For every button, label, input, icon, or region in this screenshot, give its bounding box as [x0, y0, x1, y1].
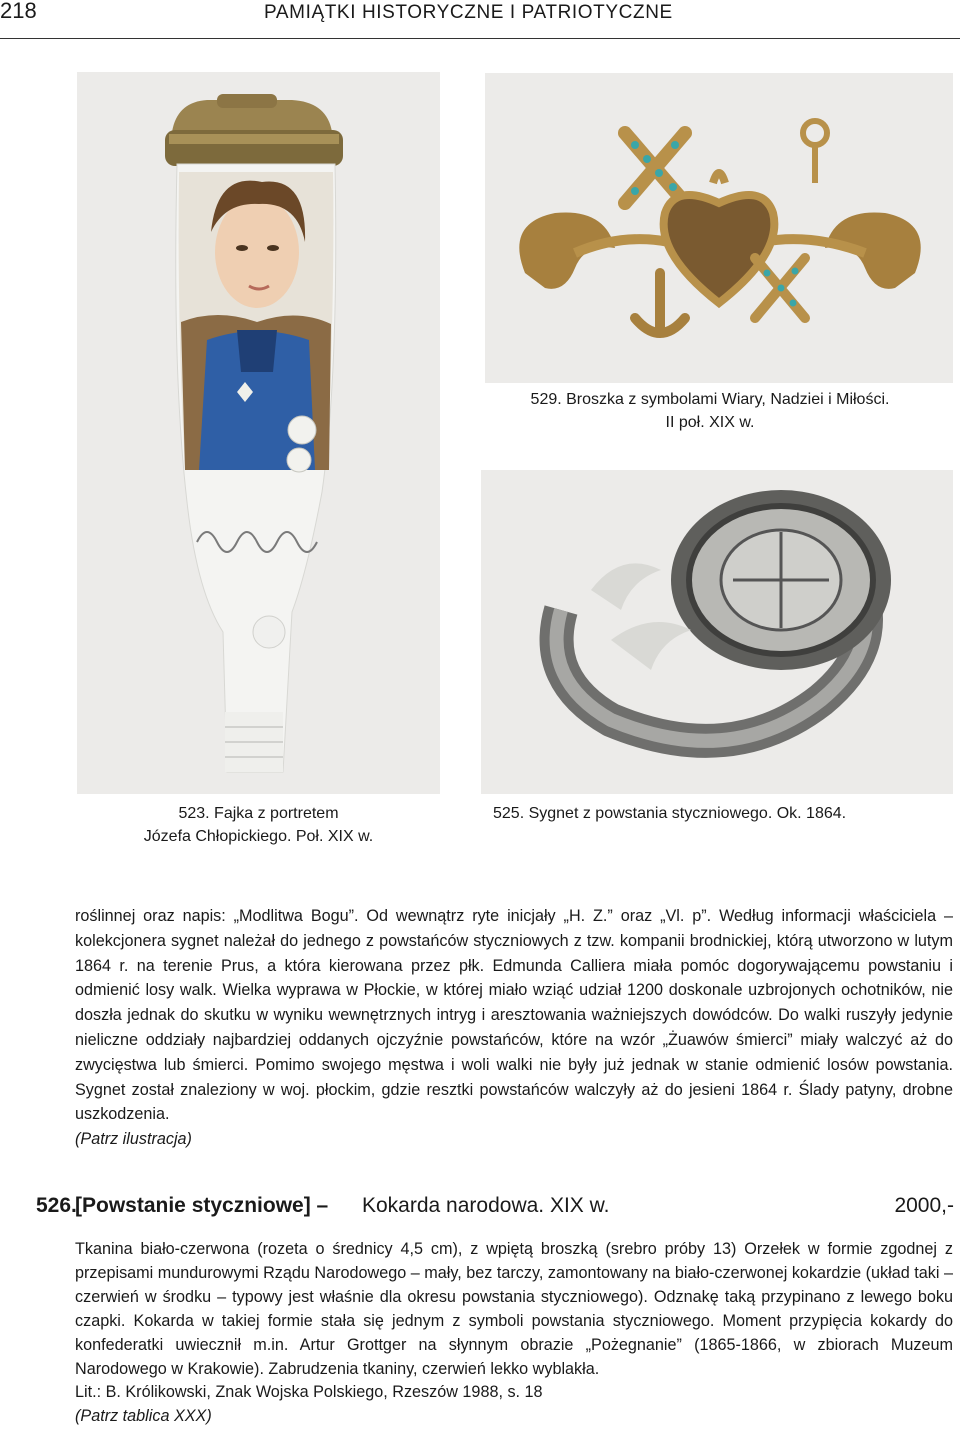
brooch-caption-line-2: II poł. XIX w.: [665, 414, 755, 431]
lot-price: 2000,-: [894, 1194, 954, 1217]
lot-526-description: [75, 1238, 953, 1429]
brooch-illustration: [485, 73, 953, 383]
pipe-caption: [77, 802, 440, 848]
lot-number: 526.: [36, 1194, 77, 1217]
lot-526-heading: [36, 1194, 954, 1224]
lot-526-note: (Patrz tablica XXX): [75, 1407, 212, 1426]
lot-526-literature: Lit.: B. Królikowski, Znak Wojska Polskiego, Rzeszów 1988, s. 18: [75, 1383, 543, 1402]
running-title: PAMIĄTKI HISTORYCZNE I PATRIOTYCZNE: [264, 2, 673, 23]
lot-category: [Powstanie styczniowe] –: [75, 1194, 329, 1217]
page-header: [0, 0, 960, 39]
pipe-illustration: [77, 72, 440, 794]
lot-525-text: roślinnej oraz napis: „Modlitwa Bogu”. Od wewnątrz ryte inicjały „H. Z.” oraz „Vl. p”. Według informacji właściciela – kolekcjonera sygnet należał do jednego z powstańców styczniowych z tzw. kompanii brodnickiej, którą utworzono w lutym 1864 r. na terenie Prus, a która kierowana przez płk. Edmunda Calliera miała pomóc dogorywającemu powstaniu i odmienić losy walk. Wielka wyprawa w Płockie, w której miało wziąć udział 1200 doskonale uzbrojonych ochotników, nie doszła jednak do skutku w wyniku wewnętrznych intryg i aresztowania ważniejszych dowódców. Do walki ruszyły jedynie nieliczne oddziały najbardziej oddanych ojczyźnie powstańców, które na wzór „Żuawów śmierci” miały walczyć aż do zwycięstwa lub śmierci. Pomimo swojego męstwa i woli walki nie były już jednak w stanie odmienić losów powstania. Sygnet został znaleziony w woj. płockim, gdzie resztki powstańców walczyły aż do jesieni 1864 r. Ślady patyny, drobne uszkodzenia.: [75, 907, 953, 1124]
brooch-photo: [485, 73, 953, 383]
ring-caption: [481, 802, 960, 825]
page-number: 218: [0, 0, 37, 23]
lot-525-description: [75, 904, 953, 1152]
lot-525-note: (Patrz ilustracja): [75, 1130, 192, 1149]
ring-caption-text: 525. Sygnet z powstania styczniowego. Ok. 1864.: [493, 805, 847, 822]
lot-title: Kokarda narodowa. XIX w.: [362, 1194, 610, 1217]
pipe-photo: [77, 72, 440, 794]
ring-illustration: [481, 470, 953, 794]
pipe-caption-line-1: 523. Fajka z portretem: [178, 805, 339, 822]
pipe-caption-line-2: Józefa Chłopickiego. Poł. XIX w.: [143, 828, 374, 845]
ring-photo: [481, 470, 953, 794]
brooch-caption: [470, 388, 950, 434]
brooch-caption-line-1: 529. Broszka z symbolami Wiary, Nadziei i Miłości.: [530, 391, 890, 408]
lot-526-text: Tkanina biało-czerwona (rozeta o średnicy 4,5 cm), z wpiętą broszką (srebro próby 13) Orzełek w formie zgodnej z przepisami mundurowymi Rządu Narodowego – mały, bez tarczy, zamontowany na biało-czerwonej kokardzie (układ taki – czerwień w środku – typowy jest właśnie dla okresu powstania styczniowego). Odznakę taką przypinano z lewego boku czapki. Kokarda w takiej formie stała się jednym z symboli powstania styczniowego. Moment przypięcia kokardy do konfederatki uwiecznił m.in. Artur Grottger na słynnym obrazie „Pożegnanie” (1865-1866, w zbiorach Muzeum Narodowego w Krakowie). Zabrudzenia tkaniny, czerwień lekko wyblakła.: [75, 1240, 953, 1378]
